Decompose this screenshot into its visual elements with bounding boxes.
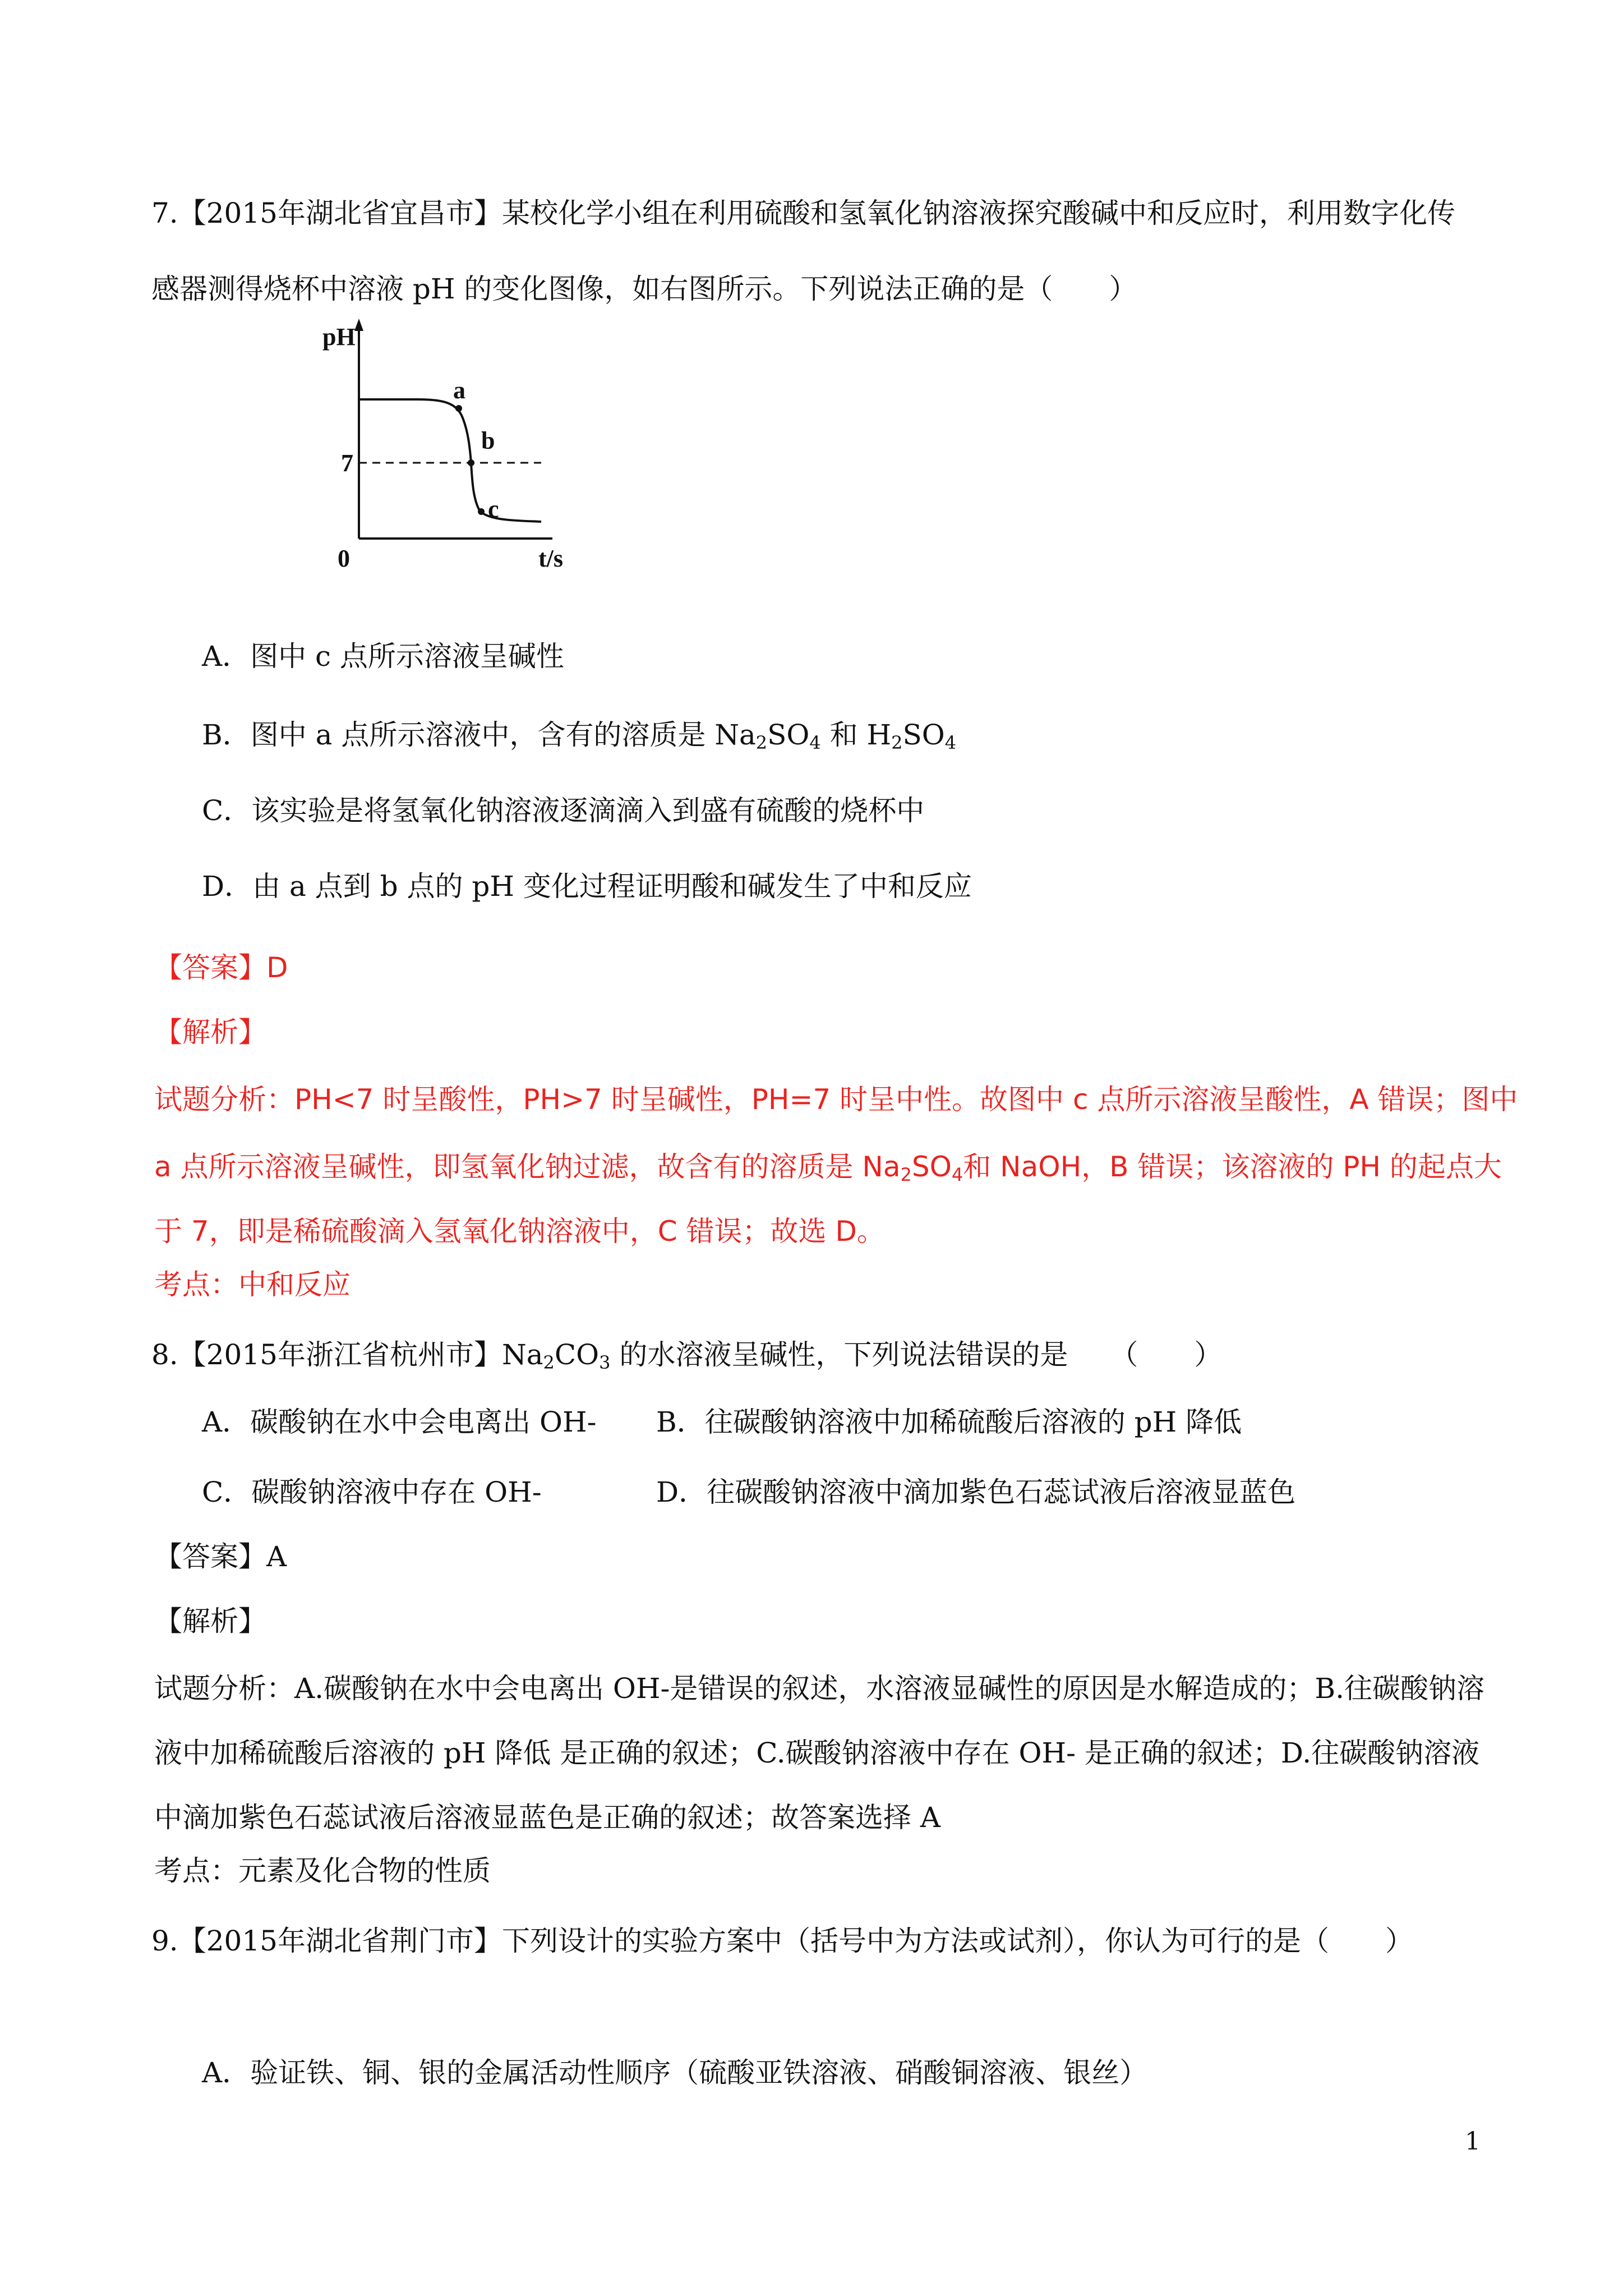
point-b-label: b xyxy=(481,427,495,454)
text: 的水溶液呈碱性，下列说法错误的是 （ ） xyxy=(610,1338,1223,1371)
q8-option-c: C．碳酸钠溶液中存在 OH- xyxy=(202,1476,542,1508)
q8-option-a: A．碳酸钠在水中会电离出 OH- xyxy=(202,1406,597,1438)
y-axis-label: pH xyxy=(322,323,356,351)
text: CO xyxy=(554,1338,600,1371)
q7-stem-line1: 7.【2015年湖北省宜昌市】某校化学小组在利用硫酸和氢氧化钠溶液探究酸碱中和反应时，利用数字化传 xyxy=(151,197,1455,229)
origin-label: 0 xyxy=(338,545,350,572)
answer-value: D xyxy=(266,951,288,984)
q7-option-b-text: B．图中 a 点所示溶液中，含有的溶质是 Na xyxy=(202,719,756,751)
text: 8.【2015年浙江省杭州市】Na xyxy=(151,1338,543,1371)
text: SO xyxy=(902,719,945,751)
point-a xyxy=(455,405,462,412)
q9-option-a: A．验证铁、铜、银的金属活动性顺序（硫酸亚铁溶液、硝酸铜溶液、银丝） xyxy=(202,2056,1148,2089)
ph-curve xyxy=(359,399,541,522)
q8-analysis-line1: 试题分析：A.碳酸钠在水中会电离出 OH-是错误的叙述，水溶液显碱性的原因是水解造成的；B.往碳酸钠溶 xyxy=(154,1672,1485,1705)
text: SO xyxy=(767,719,810,751)
q7-stem-line2: 感器测得烧杯中溶液 pH 的变化图像，如右图所示。下列说法正确的是（ ） xyxy=(151,273,1137,305)
q7-option-a: A．图中 c 点所示溶液呈碱性 xyxy=(202,640,564,673)
text: 和 NaOH，B 错误；该溶液的 PH 的起点大 xyxy=(963,1151,1502,1183)
q8-analysis-line3: 中滴加紫色石蕊试液后溶液显蓝色是正确的叙述；故答案选择 A xyxy=(154,1801,941,1834)
sub: 4 xyxy=(809,732,821,753)
q7-ph-graph xyxy=(303,314,594,572)
sub: 4 xyxy=(951,1164,963,1185)
q8-kaodian: 考点：元素及化合物的性质 xyxy=(154,1855,491,1887)
page-number: 1 xyxy=(1465,2127,1481,2156)
q7-option-c: C．该实验是将氢氧化钠溶液逐滴滴入到盛有硫酸的烧杯中 xyxy=(202,794,925,827)
q7-analysis-label: 【解析】 xyxy=(154,1016,266,1048)
point-a-label: a xyxy=(453,376,465,404)
text: SO xyxy=(911,1151,952,1183)
q8-option-b: B．往碳酸钠溶液中加稀硫酸后溶液的 pH 降低 xyxy=(656,1406,1242,1438)
point-b xyxy=(468,459,474,466)
sub: 2 xyxy=(755,732,768,753)
q8-option-d: D．往碳酸钠溶液中滴加紫色石蕊试液后溶液显蓝色 xyxy=(656,1476,1296,1508)
q9-stem: 9.【2015年湖北省荆门市】下列设计的实验方案中（括号中为方法或试剂），你认为可行的是（ ） xyxy=(151,1925,1413,1957)
q7-option-d: D．由 a 点到 b 点的 pH 变化过程证明酸和碱发生了中和反应 xyxy=(202,870,972,903)
q8-analysis-label: 【解析】 xyxy=(154,1605,266,1637)
q7-answer xyxy=(154,951,288,984)
answer-label: 【答案】 xyxy=(154,951,266,984)
q7-analysis-line3: 于 7，即是稀硫酸滴入氢氧化钠溶液中，C 错误；故选 D。 xyxy=(154,1215,885,1248)
sub: 2 xyxy=(543,1352,555,1373)
q7-analysis-line2 xyxy=(154,1150,1502,1191)
sub: 2 xyxy=(900,1164,912,1185)
sub: 3 xyxy=(599,1352,611,1373)
point-c-label: c xyxy=(488,495,499,523)
sub: 2 xyxy=(891,732,903,753)
q8-stem xyxy=(151,1338,1222,1379)
q8-answer: 【答案】A xyxy=(154,1540,287,1573)
x-axis-label: t/s xyxy=(538,545,563,572)
y-tick-7: 7 xyxy=(341,449,353,477)
text: 和 H xyxy=(820,719,892,751)
q7-analysis-line1: 试题分析：PH<7 时呈酸性，PH>7 时呈碱性，PH=7 时呈中性。故图中 c 点所示溶液呈酸性，A 错误；图中 xyxy=(154,1083,1518,1116)
text: a 点所示溶液呈碱性，即氢氧化钠过滤，故含有的溶质是 Na xyxy=(154,1151,901,1183)
y-axis-arrow xyxy=(354,319,363,331)
sub: 4 xyxy=(944,732,957,753)
q8-analysis-line2: 液中加稀硫酸后溶液的 pH 降低 是正确的叙述；C.碳酸钠溶液中存在 OH- 是正确的叙述；D.往碳酸钠溶液 xyxy=(154,1737,1480,1769)
q7-option-b xyxy=(202,718,956,760)
point-c xyxy=(478,508,485,515)
q7-kaodian: 考点：中和反应 xyxy=(154,1268,351,1301)
